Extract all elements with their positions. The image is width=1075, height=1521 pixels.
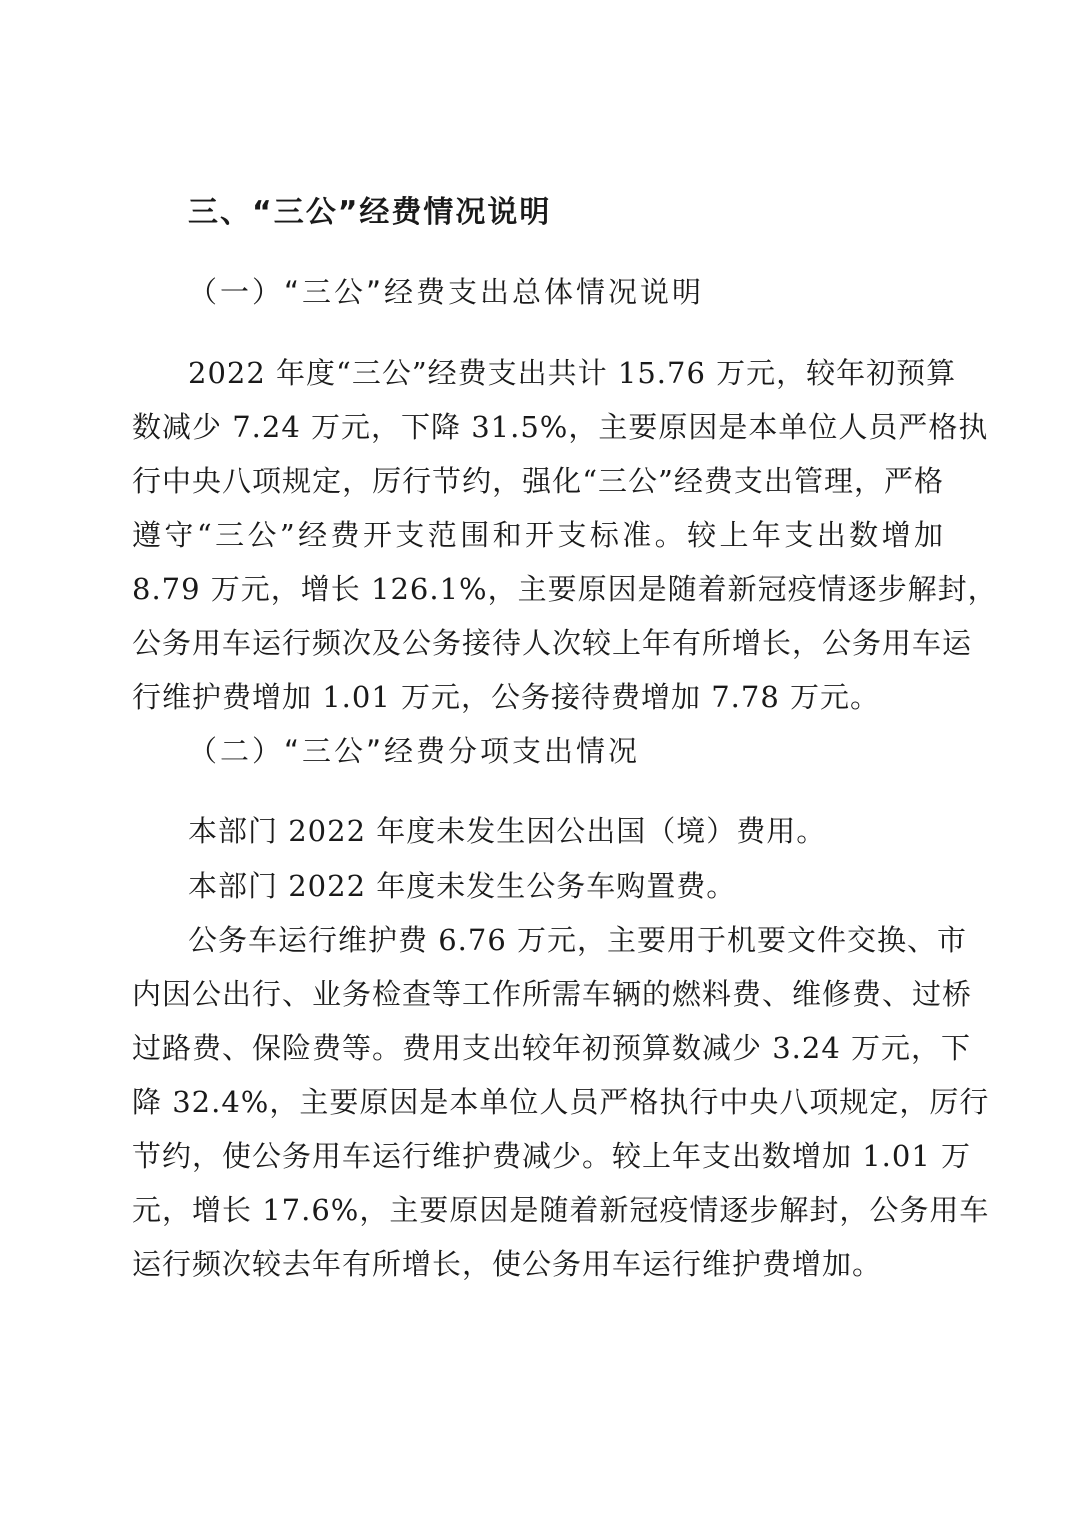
paragraph-line: 行中央八项规定，厉行节约，强化“三公”经费支出管理，严格 xyxy=(132,464,944,498)
paragraph-line: 遵守“三公”经费开支范围和开支标准。较上年支出数增加 xyxy=(132,518,944,552)
paragraph-line: 8.79 万元，增长 126.1%，主要原因是随着新冠疫情逐步解封， xyxy=(132,572,998,606)
subsection-1-title: （一）“三公”经费支出总体情况说明 xyxy=(188,275,705,309)
paragraph-line: 过路费、保险费等。费用支出较年初预算数减少 3.24 万元，下 xyxy=(132,1031,972,1065)
paragraph-line: 元，增长 17.6%，主要原因是随着新冠疫情逐步解封，公务用车 xyxy=(132,1193,990,1227)
subsection-2-title: （二）“三公”经费分项支出情况 xyxy=(188,734,641,768)
paragraph-line: 公务车运行维护费 6.76 万元，主要用于机要文件交换、市 xyxy=(188,923,968,957)
paragraph-line: 公务用车运行频次及公务接待人次较上年有所增长，公务用车运 xyxy=(132,626,973,660)
paragraph-line: 内因公出行、业务检查等工作所需车辆的燃料费、维修费、过桥 xyxy=(132,977,973,1011)
paragraph-line: 行维护费增加 1.01 万元，公务接待费增加 7.78 万元。 xyxy=(132,680,881,714)
abroad-expense-note: 本部门 2022 年度未发生因公出国（境）费用。 xyxy=(188,814,827,848)
paragraph-line: 数减少 7.24 万元，下降 31.5%，主要原因是本单位人员严格执 xyxy=(132,410,989,444)
paragraph-line: 降 32.4%，主要原因是本单位人员严格执行中央八项规定，厉行 xyxy=(132,1085,990,1119)
paragraph-line: 运行频次较去年有所增长，使公务用车运行维护费增加。 xyxy=(132,1247,883,1281)
paragraph-line: 2022 年度“三公”经费支出共计 15.76 万元，较年初预算 xyxy=(188,356,957,390)
vehicle-purchase-note: 本部门 2022 年度未发生公务车购置费。 xyxy=(188,869,737,903)
section-title: 三、“三公”经费情况说明 xyxy=(188,195,552,230)
paragraph-line: 节约，使公务用车运行维护费减少。较上年支出数增加 1.01 万 xyxy=(132,1139,972,1173)
